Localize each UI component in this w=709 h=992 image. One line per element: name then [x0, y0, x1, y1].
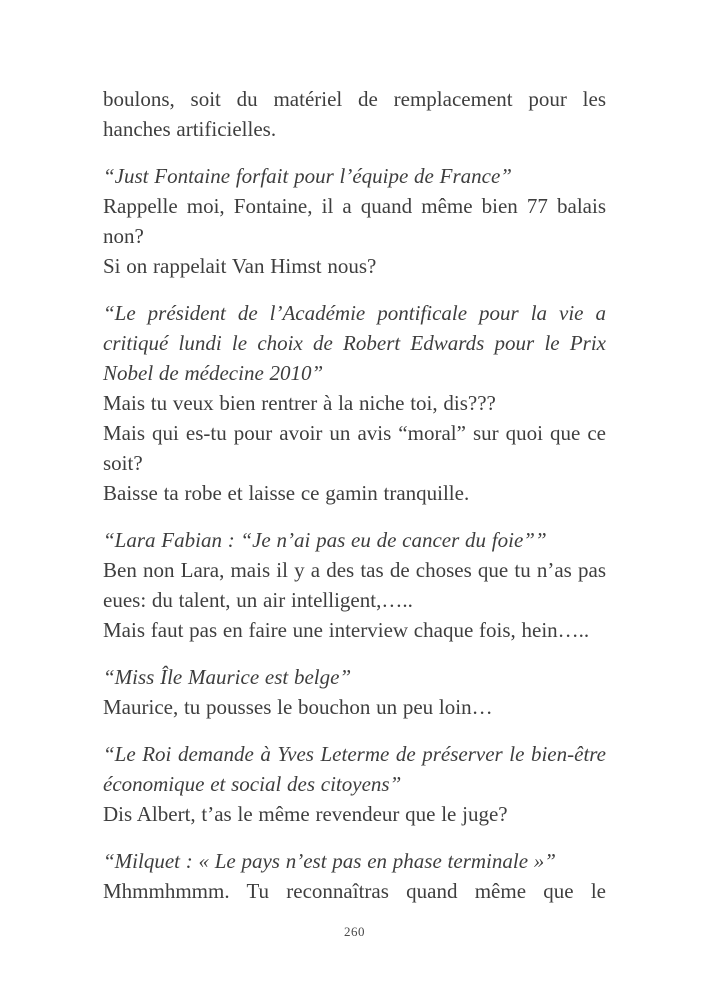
headline-quote: “Le Roi demande à Yves Leterme de préserver le bien-être économique et social des citoyens”: [103, 742, 606, 796]
paragraph-block-continuation: [103, 84, 606, 144]
body-paragraph: Si on rappelait Van Himst nous?: [103, 254, 377, 278]
body-paragraph: Mais faut pas en faire une interview chaque fois, hein…..: [103, 618, 590, 642]
page-number: 260: [344, 924, 365, 939]
body-paragraph: Rappelle moi, Fontaine, il a quand même bien 77 balais non?: [103, 194, 606, 248]
page-text: [103, 84, 606, 906]
headline-quote: “Just Fontaine forfait pour l’équipe de France”: [103, 164, 512, 188]
paragraph-block-miss-maurice: [103, 662, 606, 722]
paragraph-block-roi-leterme: [103, 739, 606, 829]
body-paragraph: Mais qui es-tu pour avoir un avis “moral” sur quoi que ce soit?: [103, 421, 606, 475]
headline-quote: “Milquet : « Le pays n’est pas en phase terminale »”: [103, 849, 556, 873]
paragraph-block-milquet: [103, 846, 606, 906]
body-paragraph: Maurice, tu pousses le bouchon un peu loin…: [103, 695, 493, 719]
paragraph-block-fontaine: [103, 161, 606, 281]
body-paragraph: Mhmmhmmm. Tu reconnaîtras quand même que le: [103, 879, 606, 903]
body-paragraph: Baisse ta robe et laisse ce gamin tranquille.: [103, 481, 470, 505]
body-paragraph: Mais tu veux bien rentrer à la niche toi, dis???: [103, 391, 496, 415]
paragraph-block-lara-fabian: [103, 525, 606, 645]
headline-quote: “Miss Île Maurice est belge”: [103, 665, 352, 689]
body-paragraph: Dis Albert, t’as le même revendeur que le juge?: [103, 802, 508, 826]
body-paragraph: Ben non Lara, mais il y a des tas de choses que tu n’as pas eues: du talent, un air intelligent,…..: [103, 558, 606, 612]
body-paragraph: boulons, soit du matériel de remplacement pour les hanches artificielles.: [103, 87, 606, 141]
page-footer: [103, 923, 606, 941]
headline-quote: “Le président de l’Académie pontificale pour la vie a critiqué lundi le choix de Robert Edwards pour le Prix Nobel de médecine 2010”: [103, 301, 606, 385]
headline-quote: “Lara Fabian : “Je n’ai pas eu de cancer du foie””: [103, 528, 547, 552]
paragraph-block-academie: [103, 298, 606, 508]
